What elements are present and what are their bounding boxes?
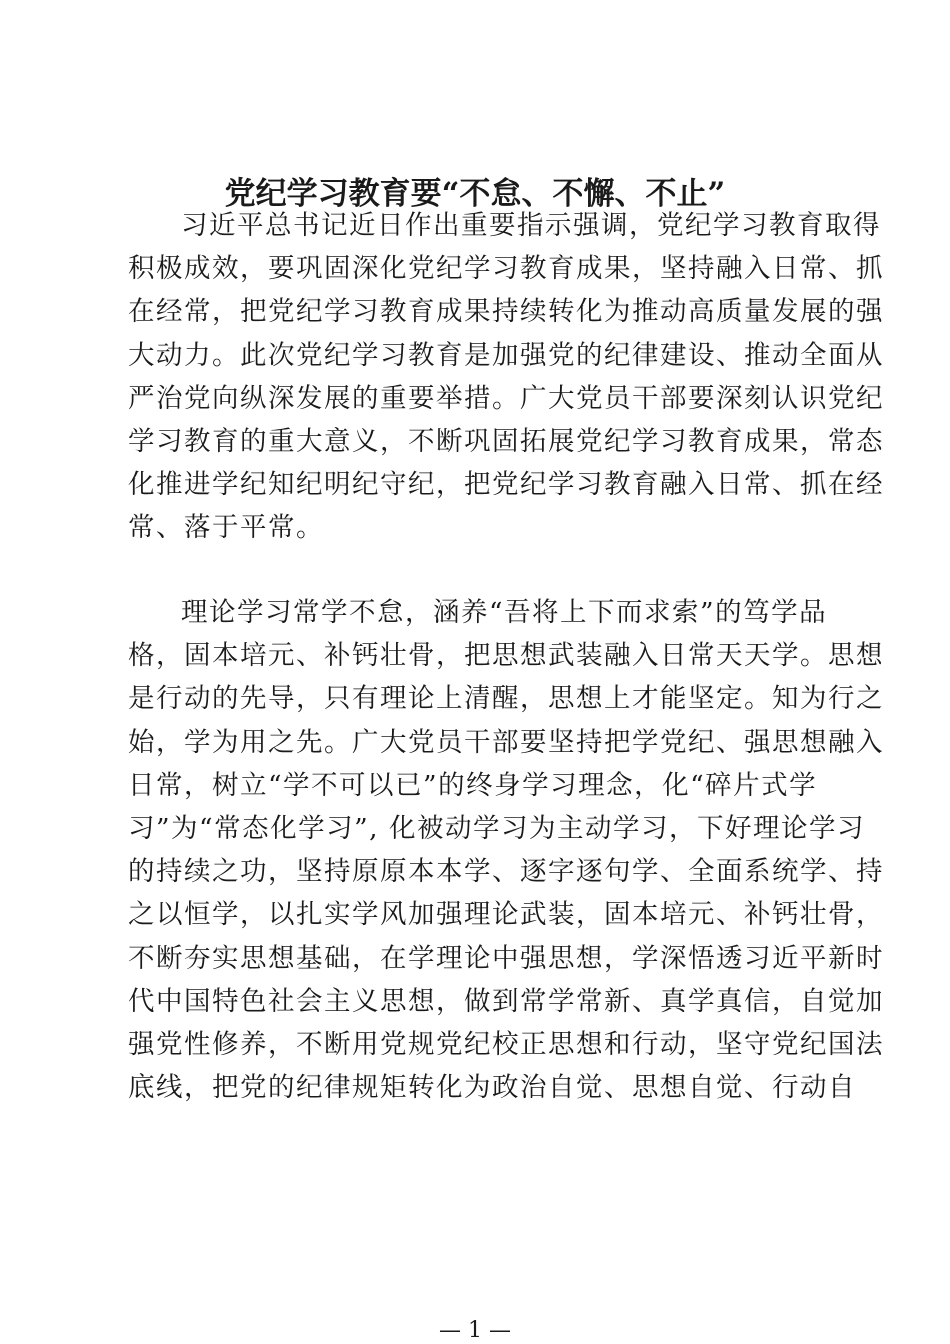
paragraph-1-line: 习近平总书记近日作出重要指示强调，党纪学习教育取得 <box>181 210 881 241</box>
paragraph-2-line: 理论学习常学不怠，涵养“吾将上下而求索”的笃学品 <box>181 597 828 628</box>
paragraph-1-line: 常、落于平常。 <box>128 512 324 544</box>
paragraph-2-line: 强党性修养，不断用党规党纪校正思想和行动，坚守党纪国法 <box>128 1029 884 1061</box>
paragraph-1-line: 积极成效，要巩固深化党纪学习教育成果，坚持融入日常、抓 <box>128 253 884 285</box>
paragraph-1-line: 在经常，把党纪学习教育成果持续转化为推动高质量发展的强 <box>128 296 884 328</box>
paragraph-2-line: 代中国特色社会主义思想，做到常学常新、真学真信，自觉加 <box>128 985 884 1017</box>
paragraph-1-line: 严治党向纵深发展的重要举措。广大党员干部要深刻认识党纪 <box>128 382 884 414</box>
paragraph-2 <box>128 591 884 1109</box>
paragraph-2-line: 不断夯实思想基础，在学理论中强思想，学深悟透习近平新时 <box>128 942 884 974</box>
paragraph-2-line: 之以恒学，以扎实学风加强理论武装，固本培元、补钙壮骨， <box>128 899 884 931</box>
paragraph-2-line: 日常，树立“学不可以已”的终身学习理念，化“碎片式学 <box>128 769 818 801</box>
paragraph-1-line: 化推进学纪知纪明纪守纪，把党纪学习教育融入日常、抓在经 <box>128 469 884 501</box>
paragraph-2-line: 始，学为用之先。广大党员干部要坚持把学党纪、强思想融入 <box>128 726 884 758</box>
paragraph-1-line: 大动力。此次党纪学习教育是加强党的纪律建设、推动全面从 <box>128 339 884 371</box>
paragraph-2-line: 底线，把党的纪律规矩转化为政治自觉、思想自觉、行动自 <box>128 1072 856 1104</box>
page-number: — 1 — <box>439 1318 511 1343</box>
paragraph-2-line: 的持续之功，坚持原原本本学、逐字逐句学、全面系统学、持 <box>128 856 884 888</box>
paragraph-2-line: 是行动的先导，只有理论上清醒，思想上才能坚定。知为行之 <box>128 683 884 715</box>
document-title: 党纪学习教育要“不怠、不懈、不止” <box>224 176 726 212</box>
paragraph-2-line: 格，固本培元、补钙壮骨，把思想武装融入日常天天学。思想 <box>128 640 884 672</box>
paragraph-2-line: 习”为“常态化学习”, 化被动学习为主动学习，下好理论学习 <box>128 813 865 845</box>
paragraph-1-line: 学习教育的重大意义，不断巩固拓展党纪学习教育成果，常态 <box>128 426 884 458</box>
paragraph-1 <box>128 204 884 550</box>
